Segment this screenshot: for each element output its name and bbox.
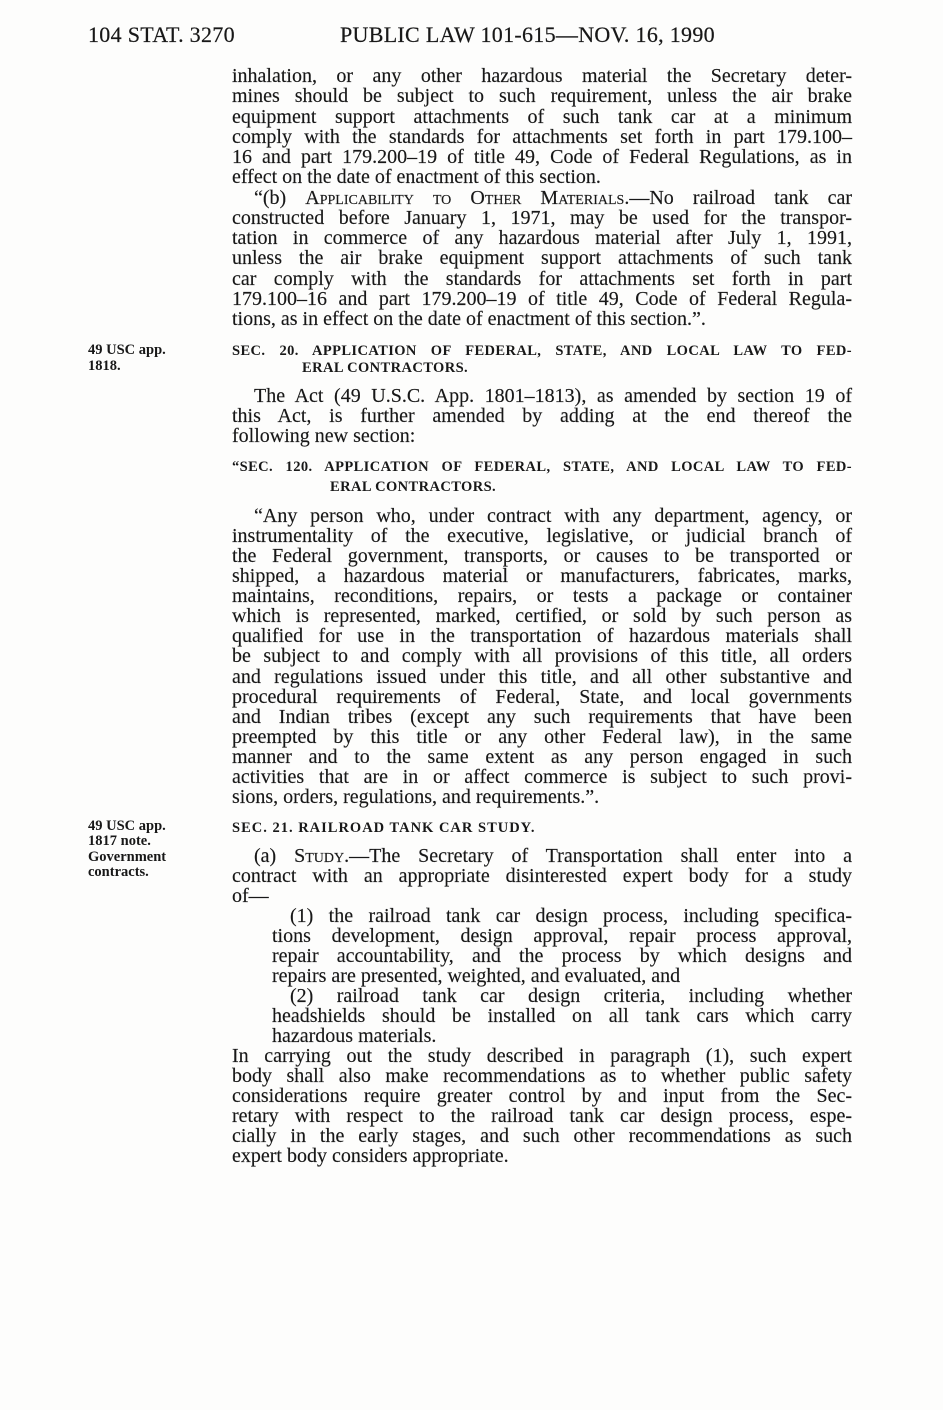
subsection-text: .—No railroad tank car: [624, 186, 852, 209]
heading-line: “SEC. 120. APPLICATION OF FEDERAL, STATE, AND LOCAL LAW TO FED-: [232, 459, 852, 475]
text-line: contract with an appropriate disinterested expert body for a study: [232, 865, 852, 887]
margin-note-line: 1817 note.: [88, 833, 151, 850]
closing-line: cially in the early stages, and such other recommendations as such: [232, 1125, 852, 1147]
text-line: following new section:: [232, 425, 416, 447]
text-line: activities that are in or affect commerce is subject to such provi-: [232, 765, 852, 788]
text-line: effect on the date of enactment of this section.: [232, 166, 601, 189]
text-line: and Indian tribes (except any such requirements that have been: [232, 705, 852, 728]
margin-note-line: Government: [88, 848, 167, 865]
text-line: qualified for use in the transportation of hazardous materials shall: [232, 625, 852, 648]
margin-note-line: 49 USC app.: [88, 342, 166, 358]
paragraph-2-line: (2) railroad tank car design criteria, including whether: [290, 985, 852, 1007]
text-line: tions, as in effect on the date of enactment of this section.”.: [232, 308, 706, 330]
subsection-heading: Study: [294, 845, 345, 867]
section-20-body: [232, 386, 852, 446]
text-line: which is represented, marked, certified, or sold by such person as: [232, 605, 852, 628]
text-line: of—: [232, 885, 269, 907]
paragraph-1-line: (1) the railroad tank car design process, including specifica-: [290, 905, 852, 927]
text-line: manner and to the same extent as any person engaged in such: [232, 745, 852, 768]
paragraph-1-line: repairs are presented, weighted, and evaluated, and: [272, 965, 681, 987]
text-line: 16 and part 179.200–19 of title 49, Code of Federal Regulations, as in: [232, 146, 852, 168]
text-line: be subject to and comply with all provisions of this title, all orders: [232, 645, 852, 668]
text-line: and regulations issued under this title, and all other substantive and: [232, 665, 852, 688]
heading-line: ERAL CONTRACTORS.: [330, 479, 497, 495]
closing-line: expert body considers appropriate.: [232, 1145, 509, 1167]
subsection-label: “(b): [254, 186, 306, 209]
text-line: “Any person who, under contract with any department, agency, or: [254, 505, 852, 527]
text-line: procedural requirements of Federal, State, and local governments: [232, 685, 852, 708]
heading-line: ERAL CONTRACTORS.: [302, 360, 469, 376]
subsection-b-first-line: [232, 188, 852, 208]
text-line: car comply with the standards for attachments set forth in part: [232, 267, 852, 290]
section-21-heading: [232, 820, 852, 837]
text-line: The Act (49 U.S.C. App. 1801–1813), as amended by section 19 of: [254, 385, 852, 407]
text-line: constructed before January 1, 1971, may be used for the transpor-: [232, 206, 852, 229]
text-line: preempted by this title or any other Federal law), in the same: [232, 725, 852, 748]
margin-note-line: contracts.: [88, 863, 149, 880]
text-line: shipped, a hazardous material or manufacturers, fabricates, marks,: [232, 565, 852, 588]
text-line: mines should be subject to such requirement, unless the air brake: [232, 85, 852, 108]
margin-note-sec20: [88, 342, 208, 374]
subsection-heading: Applicability to Other Materials: [305, 186, 625, 209]
text-line: maintains, reconditions, repairs, or tests a package or container: [232, 585, 852, 608]
heading-line: SEC. 21. RAILROAD TANK CAR STUDY.: [232, 820, 536, 836]
section-20-heading: [232, 343, 852, 377]
subsection-text: .—The Secretary of Transportation shall enter into a: [344, 845, 852, 867]
text-line: the Federal government, transports, or causes to be transported or: [232, 545, 852, 568]
section-120-body: [232, 506, 852, 807]
text-line: 179.100–16 and part 179.200–19 of title 49, Code of Federal Regula-: [232, 287, 852, 310]
closing-line: body shall also make recommendations as to whether public safety: [232, 1065, 852, 1087]
running-head: PUBLIC LAW 101-615—NOV. 16, 1990: [340, 22, 715, 47]
stat-page-citation: 104 STAT. 3270: [88, 22, 235, 47]
subsection-label: (a): [254, 845, 295, 867]
heading-line: SEC. 20. APPLICATION OF FEDERAL, STATE, AND LOCAL LAW TO FED-: [232, 343, 852, 359]
closing-line: considerations require greater control by and input from the Sec-: [232, 1085, 852, 1107]
paragraph-2-line: headshields should be installed on all tank cars which carry: [272, 1005, 852, 1027]
paragraph-1-line: repair accountability, and the process by which designs and: [272, 945, 852, 967]
closing-line: retary with respect to the railroad tank car design process, espe-: [232, 1105, 852, 1127]
text-line: instrumentality of the executive, legislative, or judicial branch of: [232, 525, 852, 548]
text-line: this Act, is further amended by adding at the end thereof the: [232, 405, 852, 427]
text-line: comply with the standards for attachments set forth in part 179.100–: [232, 125, 852, 148]
sec19-continuation: [232, 66, 852, 329]
section-21-body: [232, 846, 852, 1166]
margin-note-line: 1818.: [88, 358, 121, 374]
closing-line: In carrying out the study described in paragraph (1), such expert: [232, 1045, 852, 1067]
margin-note-sec21: [88, 819, 208, 880]
text-line: sions, orders, regulations, and requirements.”.: [232, 785, 600, 808]
text-line: inhalation, or any other hazardous material the Secretary deter-: [232, 65, 852, 87]
section-120-heading: [232, 457, 852, 497]
text-line: tation in commerce of any hazardous material after July 1, 1991,: [232, 227, 852, 249]
text-line: equipment support attachments of such tank car at a minimum: [232, 105, 852, 128]
subsection-a-first-line: [232, 846, 852, 866]
text-line: unless the air brake equipment support attachments of such tank: [232, 247, 852, 270]
paragraph-1-line: tions development, design approval, repair process approval,: [272, 925, 852, 947]
paragraph-2-line: hazardous materials.: [272, 1025, 437, 1047]
margin-note-line: 49 USC app.: [88, 818, 166, 834]
